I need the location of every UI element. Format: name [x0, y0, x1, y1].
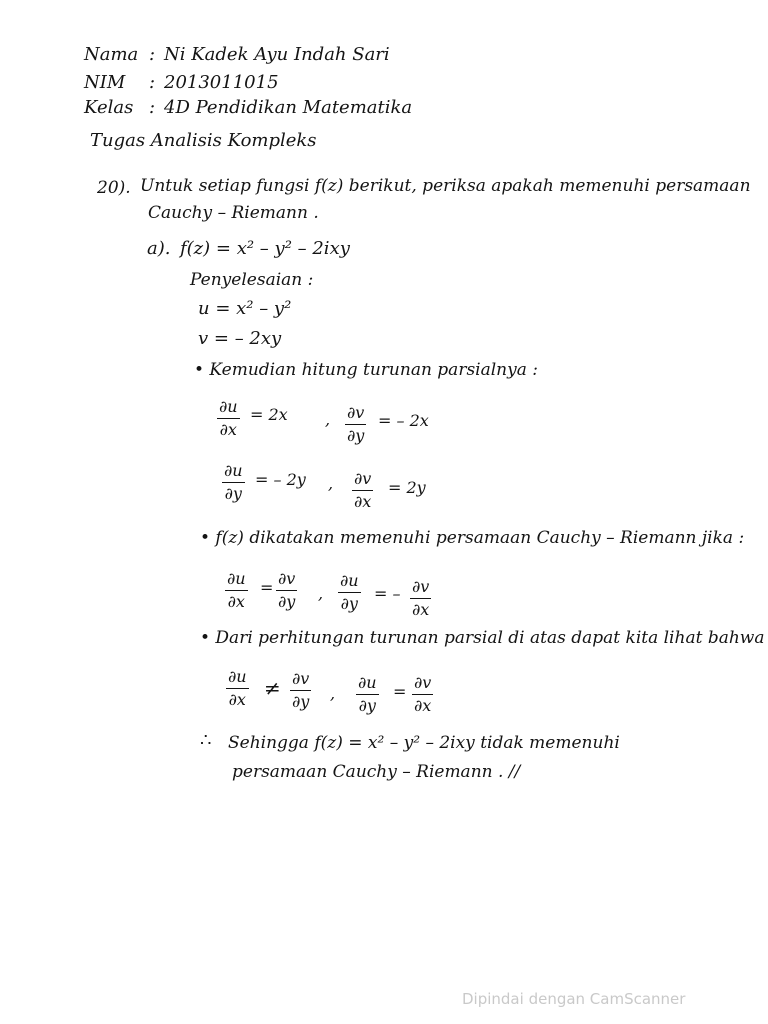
frac-numerator: ∂v: [352, 470, 373, 491]
frac-denominator: ∂x: [354, 492, 372, 511]
nim-row: [84, 72, 424, 98]
comma-4: ,: [330, 684, 336, 703]
frac-du-dy-3: [356, 674, 379, 715]
frac-numerator: ∂v: [276, 570, 297, 591]
frac-dv-dy-3: [290, 670, 311, 711]
frac-numerator: ∂u: [225, 570, 248, 591]
frac-denominator: ∂x: [412, 600, 430, 619]
frac-dv-dx-1: [352, 470, 373, 511]
v-definition: v = – 2xy: [198, 328, 282, 349]
question-number: 20).: [97, 178, 131, 198]
frac-dv-dx-2: [410, 578, 431, 619]
not-equal-sign: ≠: [264, 676, 281, 700]
nim-colon: :: [149, 72, 156, 93]
frac-du-dx-2: [225, 570, 248, 611]
nim-value: 2013011015: [164, 72, 279, 93]
frac-denominator: ∂x: [228, 690, 246, 709]
step-partials: • Kemudian hitung turunan parsialnya :: [194, 360, 539, 380]
cr-equals-neg: = –: [374, 584, 401, 603]
therefore-symbol: ∴: [200, 730, 212, 751]
dv-dx-value: = 2y: [388, 478, 426, 497]
kelas-value: 4D Pendidikan Matematika: [164, 97, 413, 118]
frac-denominator: ∂x: [414, 696, 432, 715]
frac-denominator: ∂y: [340, 594, 358, 613]
conclusion-line1: Sehingga f(z) = x² – y² – 2ixy tidak memenuhi: [228, 733, 620, 753]
frac-numerator: ∂v: [410, 578, 431, 599]
nim-label: NIM: [84, 72, 126, 93]
frac-du-dx-3: [226, 668, 249, 709]
kelas-label: Kelas: [84, 97, 134, 118]
frac-numerator: ∂v: [290, 670, 311, 691]
comma-2: ,: [328, 474, 334, 493]
cr-equals-1: =: [260, 578, 274, 597]
comma-1: ,: [325, 410, 331, 429]
frac-denominator: ∂x: [227, 592, 245, 611]
frac-denominator: ∂y: [278, 592, 296, 611]
frac-denominator: ∂y: [292, 692, 310, 711]
conclusion-line2: persamaan Cauchy – Riemann . //: [232, 762, 521, 782]
frac-denominator: ∂y: [224, 484, 242, 503]
camscanner-watermark: Dipindai dengan CamScanner: [462, 990, 686, 1008]
du-dy-value: = – 2y: [255, 470, 306, 489]
u-definition: u = x² – y²: [198, 298, 292, 319]
dv-dy-value: = – 2x: [378, 411, 429, 430]
frac-denominator: ∂y: [358, 696, 376, 715]
frac-du-dx-1: [217, 398, 240, 439]
frac-du-dy-2: [338, 572, 361, 613]
frac-numerator: ∂u: [222, 462, 245, 483]
nama-label: Nama: [84, 44, 139, 65]
frac-dv-dx-3: [412, 674, 433, 715]
frac-numerator: ∂u: [356, 674, 379, 695]
frac-dv-dy-1: [345, 404, 366, 445]
frac-numerator: ∂u: [226, 668, 249, 689]
kelas-colon: :: [149, 97, 156, 118]
part-a-function: f(z) = x² – y² – 2ixy: [180, 238, 350, 259]
header-block: [84, 44, 424, 70]
cr-equals-2: =: [393, 682, 407, 701]
step-observation: • Dari perhitungan turunan parsial di atas dapat kita lihat bahwa: [200, 628, 765, 648]
nama-value: Ni Kadek Ayu Indah Sari: [164, 44, 390, 65]
du-dx-value: = 2x: [250, 405, 288, 424]
frac-numerator: ∂v: [345, 404, 366, 425]
frac-du-dy-1: [222, 462, 245, 503]
step-cauchy-riemann-condition: • f(z) dikatakan memenuhi persamaan Cauchy – Riemann jika :: [200, 528, 745, 548]
nama-colon: :: [149, 44, 156, 65]
penyelesaian-label: Penyelesaian :: [190, 270, 314, 290]
comma-3: ,: [318, 584, 324, 603]
frac-numerator: ∂v: [412, 674, 433, 695]
kelas-row: [84, 97, 444, 123]
frac-numerator: ∂u: [338, 572, 361, 593]
part-a-label: a).: [147, 238, 171, 259]
frac-denominator: ∂x: [219, 420, 237, 439]
frac-denominator: ∂y: [347, 426, 365, 445]
question-line2: Cauchy – Riemann .: [148, 203, 319, 223]
question-line1: Untuk setiap fungsi f(z) berikut, periksa apakah memenuhi persamaan: [140, 176, 751, 196]
frac-numerator: ∂u: [217, 398, 240, 419]
frac-dv-dy-2: [276, 570, 297, 611]
tugas-title: Tugas Analisis Kompleks: [90, 130, 317, 151]
